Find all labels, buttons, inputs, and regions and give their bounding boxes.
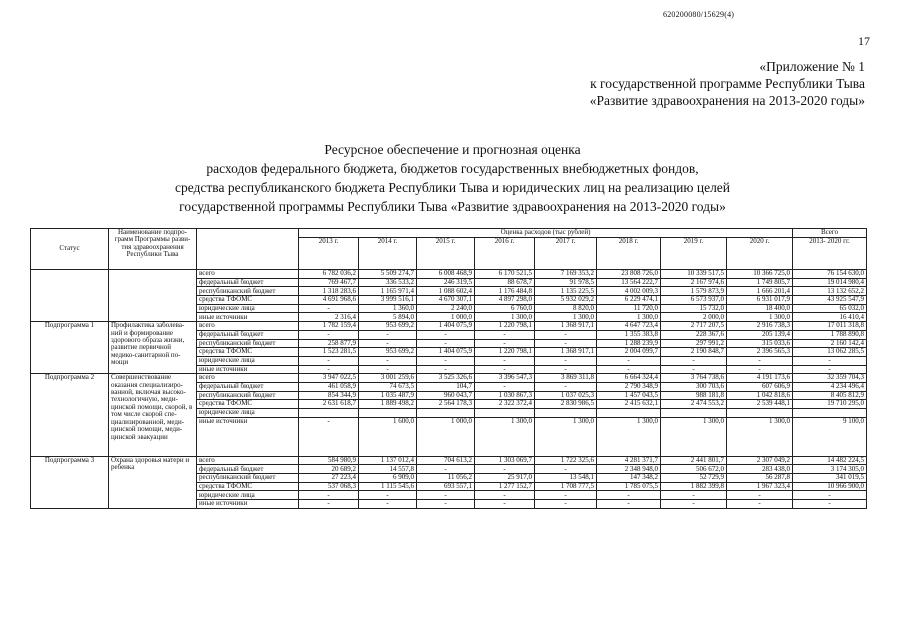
cell-value: 1 300,0 (661, 417, 727, 456)
cell-value: 3 001 259,6 (359, 374, 417, 383)
cell-value: 25 917,0 (475, 474, 535, 483)
header-source (197, 229, 299, 270)
cell-value: 336 533,2 (359, 278, 417, 287)
cell-value: 297 991,2 (661, 339, 727, 348)
funding-source: всего (197, 374, 299, 383)
cell-value: 1 288 239,9 (597, 339, 661, 348)
subprogram-name (109, 270, 197, 322)
cell-value: - (417, 500, 475, 509)
cell-value: 1 882 399,8 (661, 482, 727, 491)
cell-value: - (299, 356, 359, 365)
cell-total: 14 482 224,5 (793, 456, 867, 465)
cell-value: - (475, 339, 535, 348)
cell-value: 147 348,2 (597, 474, 661, 483)
funding-source: средства ТФОМС (197, 348, 299, 357)
cell-value: - (475, 465, 535, 474)
cell-value: - (417, 365, 475, 374)
cell-value: 1 303 069,7 (475, 456, 535, 465)
cell-value: - (299, 330, 359, 339)
cell-total: 10 966 900,0 (793, 482, 867, 491)
cell-value: 1 300,0 (535, 417, 597, 456)
header-total: Всего (793, 229, 867, 238)
cell-value: 1 035 487,9 (359, 391, 417, 400)
header-year: 2015 г. (417, 238, 475, 270)
cell-total: - (793, 491, 867, 500)
title-line: средства республиканского бюджета Республики Тыва и юридических лиц на реализацию целей (174, 180, 731, 195)
cell-value: 1 300,0 (597, 417, 661, 456)
cell-value: 10 366 725,0 (727, 270, 793, 279)
cell-value: 283 438,0 (727, 465, 793, 474)
cell-value: - (299, 365, 359, 374)
cell-value: 1 749 805,7 (727, 278, 793, 287)
cell-value: 7 169 353,2 (535, 270, 597, 279)
cell-value: 607 606,9 (727, 382, 793, 391)
cell-value: 1 318 283,6 (299, 287, 359, 296)
cell-value: 1 368 917,1 (535, 322, 597, 331)
cell-total: 32 359 704,3 (793, 374, 867, 383)
cell-value: 23 808 726,0 (597, 270, 661, 279)
cell-value: - (475, 356, 535, 365)
cell-value: - (359, 339, 417, 348)
cell-value: - (535, 365, 597, 374)
cell-value: - (535, 330, 597, 339)
cell-total: 65 032,0 (793, 304, 867, 313)
funding-source: федеральный бюджет (197, 465, 299, 474)
cell-value: - (661, 491, 727, 500)
table-row (31, 270, 867, 279)
title-line: Ресурсное обеспечение и прогнозная оценка (324, 142, 581, 157)
cell-value: 258 877,9 (299, 339, 359, 348)
cell-value: 461 058,9 (299, 382, 359, 391)
cell-value: 6 931 017,9 (727, 296, 793, 305)
funding-source: республиканский бюджет (197, 391, 299, 400)
cell-value: 4 647 723,4 (597, 322, 661, 331)
cell-value: 4 691 968,6 (299, 296, 359, 305)
cell-value: 3 999 516,1 (359, 296, 417, 305)
cell-value: 953 699,2 (359, 348, 417, 357)
funding-source: иные источники (197, 365, 299, 374)
cell-total: 13 132 652,2 (793, 287, 867, 296)
cell-value: 1 300,0 (475, 313, 535, 322)
cell-value: - (535, 382, 597, 391)
cell-value: 6 664 324,4 (597, 374, 661, 383)
cell-value: 1 300,0 (535, 313, 597, 322)
cell-value: - (727, 356, 793, 365)
cell-value: 246 319,5 (417, 278, 475, 287)
cell-value: - (299, 491, 359, 500)
cell-value: 1 030 867,3 (475, 391, 535, 400)
cell-value: - (475, 382, 535, 391)
cell-value: 4 281 371,7 (597, 456, 661, 465)
subprogram-status: Подпрограмма 2 (31, 374, 109, 456)
cell-total: 16 410,4 (793, 313, 867, 322)
header-year: 2013 г. (299, 238, 359, 270)
cell-value: 6 909,0 (359, 474, 417, 483)
title-line: расходов федерального бюджета, бюджетов государственных внебюджетных фондов, (206, 161, 699, 176)
cell-total: 3 174 305,0 (793, 465, 867, 474)
cell-value: 4 670 307,1 (417, 296, 475, 305)
cell-value: - (727, 365, 793, 374)
cell-value: - (535, 356, 597, 365)
cell-value (475, 409, 535, 418)
cell-value (597, 409, 661, 418)
cell-value: 1 300,0 (727, 417, 793, 456)
cell-total: 4 234 496,4 (793, 382, 867, 391)
cell-value: 6 008 468,9 (417, 270, 475, 279)
funding-source: иные источники (197, 313, 299, 322)
header-estimate: Оценка расходов (тыс рублей) (299, 229, 793, 238)
cell-value: - (535, 500, 597, 509)
cell-value: 3 947 022,5 (299, 374, 359, 383)
cell-value: 1 277 152,7 (475, 482, 535, 491)
cell-value: 1 967 323,4 (727, 482, 793, 491)
cell-value: - (299, 417, 359, 456)
cell-value: - (359, 356, 417, 365)
cell-total: - (793, 500, 867, 509)
cell-value: 3 869 311,8 (535, 374, 597, 383)
cell-value: 13 548,1 (535, 474, 597, 483)
cell-value: 2 830 986,5 (535, 400, 597, 409)
document-id: 620200080/15629(4) (663, 10, 735, 19)
cell-value: 228 367,6 (661, 330, 727, 339)
funding-source: юридические лица (197, 304, 299, 313)
cell-value: 584 980,9 (299, 456, 359, 465)
cell-value: - (359, 365, 417, 374)
cell-value: - (597, 500, 661, 509)
cell-value: - (475, 365, 535, 374)
cell-value: 1 300,0 (597, 313, 661, 322)
page-number: 17 (858, 34, 870, 48)
cell-value: 960 043,7 (417, 391, 475, 400)
header-total-years: 2013- 2020 гг. (793, 238, 867, 270)
cell-value: 205 139,4 (727, 330, 793, 339)
header-year: 2019 г. (661, 238, 727, 270)
cell-total: - (793, 356, 867, 365)
cell-value: 18 400,0 (727, 304, 793, 313)
funding-source: средства ТФОМС (197, 296, 299, 305)
cell-value: 88 678,7 (475, 278, 535, 287)
cell-value: - (299, 500, 359, 509)
cell-value: 2 396 565,3 (727, 348, 793, 357)
funding-source: федеральный бюджет (197, 278, 299, 287)
funding-source: средства ТФОМС (197, 482, 299, 491)
cell-value: - (727, 500, 793, 509)
header-year: 2014 г. (359, 238, 417, 270)
cell-value: - (417, 339, 475, 348)
appendix-line: к государственной программе Республики Тыва (590, 76, 865, 91)
cell-value: 27 223,4 (299, 474, 359, 483)
cell-value: 1 785 075,5 (597, 482, 661, 491)
cell-total: 19 710 295,0 (793, 400, 867, 409)
cell-value: 537 068,3 (299, 482, 359, 491)
cell-value: 2 474 553,2 (661, 400, 727, 409)
cell-value: 5 894,0 (359, 313, 417, 322)
cell-value: - (417, 465, 475, 474)
cell-value: - (359, 491, 417, 500)
header-subprogram-name: Наименование подпро- грамм Программы разви- тия здравоохранения Республики Тыва (109, 229, 197, 270)
subprogram-status: Подпрограмма 1 (31, 322, 109, 374)
cell-value: - (597, 356, 661, 365)
cell-value: 1 368 917,1 (535, 348, 597, 357)
cell-value: 1 722 325,6 (535, 456, 597, 465)
cell-value: 704 613,2 (417, 456, 475, 465)
cell-value: - (535, 491, 597, 500)
cell-value: 988 181,8 (661, 391, 727, 400)
header-year: 2018 г. (597, 238, 661, 270)
subprogram-name: Профилактика заболева- ний и формирование здорового образа жизни, развитие первичной медико-санитарной по- мощи (109, 322, 197, 374)
cell-value: 1 137 012,4 (359, 456, 417, 465)
subprogram-status: Подпрограмма 3 (31, 456, 109, 508)
title-line: государственной программы Республики Тыва «Развитие здравоохранения на 2013-2020 годы» (179, 199, 726, 214)
cell-value: 2 348 948,0 (597, 465, 661, 474)
cell-value: 20 689,2 (299, 465, 359, 474)
subprogram-status (31, 270, 109, 322)
cell-value: 6 170 521,5 (475, 270, 535, 279)
cell-total: 76 154 630,0 (793, 270, 867, 279)
cell-value: 2 307 049,2 (727, 456, 793, 465)
cell-value: 6 760,0 (475, 304, 535, 313)
cell-value: 3 764 738,6 (661, 374, 727, 383)
cell-value (535, 409, 597, 418)
cell-value: 2 240,0 (417, 304, 475, 313)
funding-source: всего (197, 270, 299, 279)
cell-value: 5 932 029,2 (535, 296, 597, 305)
cell-value: 2 631 618,7 (299, 400, 359, 409)
cell-value: - (417, 330, 475, 339)
cell-value: 3 525 326,6 (417, 374, 475, 383)
cell-total: 43 925 547,9 (793, 296, 867, 305)
cell-value: 2 717 207,5 (661, 322, 727, 331)
cell-value: 14 557,8 (359, 465, 417, 474)
cell-value: 1 300,0 (727, 313, 793, 322)
cell-value: 769 467,7 (299, 278, 359, 287)
funding-source: республиканский бюджет (197, 474, 299, 483)
cell-value: 104,7 (417, 382, 475, 391)
cell-value: - (661, 356, 727, 365)
cell-value: 1 457 043,5 (597, 391, 661, 400)
cell-value: - (359, 330, 417, 339)
cell-value: 2 441 801,7 (661, 456, 727, 465)
table-row (31, 456, 867, 465)
cell-value: - (661, 500, 727, 509)
cell-value: - (359, 500, 417, 509)
cell-value: 1 135 225,5 (535, 287, 597, 296)
funding-source: всего (197, 322, 299, 331)
cell-value: 3 396 547,3 (475, 374, 535, 383)
cell-value: 1 088 602,4 (417, 287, 475, 296)
funding-source: федеральный бюджет (197, 330, 299, 339)
funding-source: средства ТФОМС (197, 400, 299, 409)
funding-source: иные источники (197, 500, 299, 509)
cell-value: 1 666 201,4 (727, 287, 793, 296)
cell-total: 2 160 142,4 (793, 339, 867, 348)
cell-value: 1 404 075,9 (417, 322, 475, 331)
subprogram-name: Охрана здоровья матери и ребенка (109, 456, 197, 508)
subprogram-name: Совершенствование оказания специализиро- ванной, включая высоко- технологичную, меди- цинской помощи, скорой, в том числе скорой спе- циализированной, меди- цинской помощи, меди- цинской эвакуации (109, 374, 197, 456)
cell-value: 1 220 798,1 (475, 322, 535, 331)
cell-total: 8 405 812,9 (793, 391, 867, 400)
cell-total: 9 100,0 (793, 417, 867, 456)
cell-value: 300 703,6 (661, 382, 727, 391)
cell-value: 2 000,0 (661, 313, 727, 322)
document-title (0, 140, 905, 216)
cell-total: 341 019,5 (793, 474, 867, 483)
cell-value: 1 165 971,4 (359, 287, 417, 296)
table-row (31, 374, 867, 383)
cell-total: - (793, 365, 867, 374)
cell-value: 1 708 777,5 (535, 482, 597, 491)
cell-value: 1 220 798,1 (475, 348, 535, 357)
cell-total: 19 014 980,4 (793, 278, 867, 287)
cell-value: 315 033,6 (727, 339, 793, 348)
funding-source: юридические лица (197, 491, 299, 500)
cell-value: 1 355 383,8 (597, 330, 661, 339)
cell-value: 6 573 937,0 (661, 296, 727, 305)
cell-value: 52 729,9 (661, 474, 727, 483)
resource-table (30, 228, 867, 509)
cell-value: 11 720,0 (597, 304, 661, 313)
header-year: 2020 г. (727, 238, 793, 270)
cell-total: 1 788 890,8 (793, 330, 867, 339)
cell-value: 2 539 448,1 (727, 400, 793, 409)
cell-value: - (535, 465, 597, 474)
cell-value: 1 600,0 (359, 417, 417, 456)
funding-source: республиканский бюджет (197, 287, 299, 296)
header-year: 2016 г. (475, 238, 535, 270)
cell-value: 13 564 222,7 (597, 278, 661, 287)
cell-value: 11 056,2 (417, 474, 475, 483)
cell-value: 5 509 274,7 (359, 270, 417, 279)
cell-value: 2 322 372,4 (475, 400, 535, 409)
funding-source: юридические лица (197, 356, 299, 365)
cell-value (661, 409, 727, 418)
cell-total: 17 011 318,8 (793, 322, 867, 331)
funding-source: всего (197, 456, 299, 465)
appendix-line: «Развитие здравоохранения на 2013-2020 годы» (589, 93, 865, 108)
cell-value: 2 316,4 (299, 313, 359, 322)
funding-source: юридические лица (197, 409, 299, 418)
cell-value: 1 300,0 (475, 417, 535, 456)
cell-value: 1 037 025,3 (535, 391, 597, 400)
cell-value: 1 579 873,9 (661, 287, 727, 296)
cell-value: - (597, 365, 661, 374)
cell-value: 4 897 298,0 (475, 296, 535, 305)
cell-value (359, 409, 417, 418)
table-row (31, 322, 867, 331)
cell-value (417, 409, 475, 418)
cell-value: 6 782 036,2 (299, 270, 359, 279)
cell-value: 2 564 178,3 (417, 400, 475, 409)
cell-value: 2 916 738,3 (727, 322, 793, 331)
cell-value: 2 004 099,7 (597, 348, 661, 357)
cell-value: 4 191 173,6 (727, 374, 793, 383)
cell-value: 2 167 974,6 (661, 278, 727, 287)
cell-total (793, 409, 867, 418)
funding-source: республиканский бюджет (197, 339, 299, 348)
cell-value: 854 344,9 (299, 391, 359, 400)
header-status: Статус (31, 229, 109, 270)
cell-value: 10 339 517,5 (661, 270, 727, 279)
cell-value: 1 360,0 (359, 304, 417, 313)
cell-value: 1 782 159,4 (299, 322, 359, 331)
cell-value: 1 176 484,8 (475, 287, 535, 296)
cell-value (299, 409, 359, 418)
appendix-line: «Приложение № 1 (759, 59, 865, 74)
cell-value: - (661, 365, 727, 374)
cell-value: - (475, 330, 535, 339)
cell-value: 15 732,0 (661, 304, 727, 313)
cell-value: 1 115 545,6 (359, 482, 417, 491)
cell-value (727, 409, 793, 418)
cell-value: 1 889 498,2 (359, 400, 417, 409)
cell-value: - (535, 339, 597, 348)
header-year: 2017 г. (535, 238, 597, 270)
appendix-caption (590, 58, 865, 109)
funding-source: иные источники (197, 417, 299, 456)
cell-total: 13 062 285,5 (793, 348, 867, 357)
cell-value: 1 000,0 (417, 417, 475, 456)
cell-value: 1 000,0 (417, 313, 475, 322)
cell-value: 1 523 281,5 (299, 348, 359, 357)
cell-value: - (475, 500, 535, 509)
cell-value: 2 190 848,7 (661, 348, 727, 357)
cell-value: - (597, 491, 661, 500)
cell-value: 1 042 818,6 (727, 391, 793, 400)
cell-value: - (417, 356, 475, 365)
cell-value: 2 790 348,9 (597, 382, 661, 391)
cell-value: - (299, 304, 359, 313)
cell-value: 74 673,5 (359, 382, 417, 391)
cell-value: 91 978,5 (535, 278, 597, 287)
cell-value: - (727, 491, 793, 500)
cell-value: 56 287,8 (727, 474, 793, 483)
cell-value: 953 699,2 (359, 322, 417, 331)
cell-value: 506 672,0 (661, 465, 727, 474)
cell-value: 4 002 009,3 (597, 287, 661, 296)
cell-value: - (475, 491, 535, 500)
cell-value: 1 404 075,9 (417, 348, 475, 357)
cell-value: 8 820,0 (535, 304, 597, 313)
cell-value: - (417, 491, 475, 500)
cell-value: 2 415 632,1 (597, 400, 661, 409)
cell-value: 693 557,1 (417, 482, 475, 491)
funding-source: федеральный бюджет (197, 382, 299, 391)
cell-value: 6 229 474,1 (597, 296, 661, 305)
